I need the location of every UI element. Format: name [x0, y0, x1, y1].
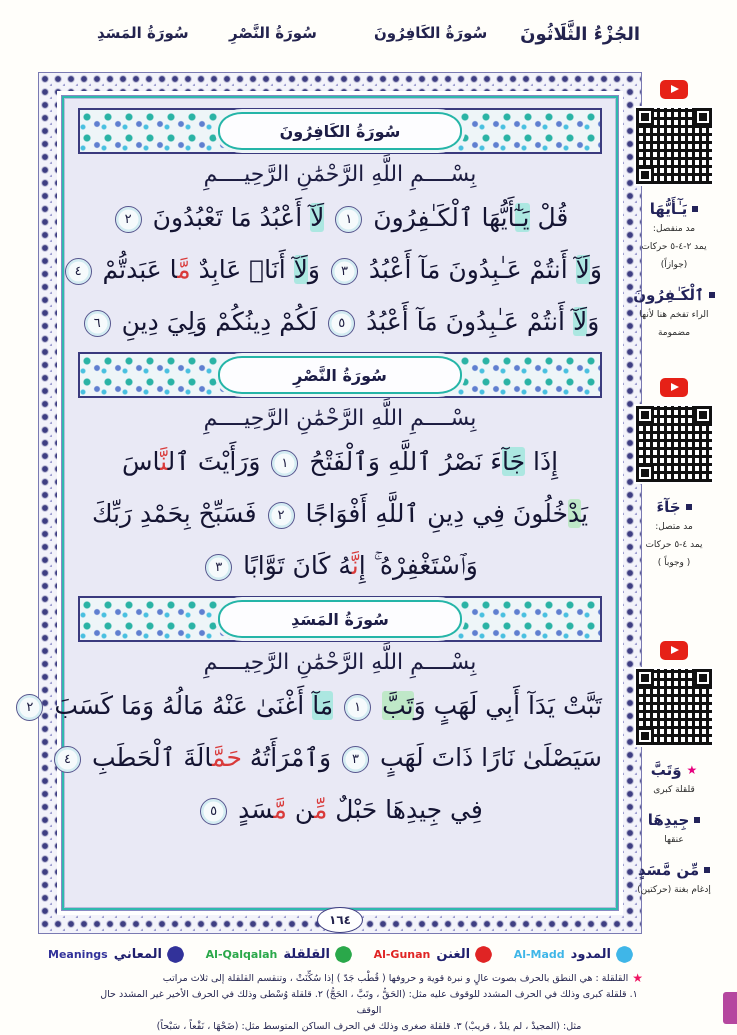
bookmark-tab[interactable]	[723, 992, 737, 1024]
quran-text-segment: سَيَصْلَىٰ نَارًا ذَاتَ لَهَبٍ	[372, 743, 602, 772]
star-icon: ★	[632, 971, 643, 985]
ayah-marker: ٣	[331, 258, 358, 285]
note-word: جَآءَ	[656, 498, 681, 516]
quran-line	[78, 488, 602, 540]
square-bullet-icon	[692, 206, 698, 212]
basmala-kafirun: بِسْــــمِ اللَّهِ الرَّحْمَٰنِ الرَّحِيــــمِ	[203, 162, 477, 187]
legend-label-ar: القلقلة	[283, 946, 330, 962]
quran-text-segment: أَنتُمْ عَـٰبِدُونَ مَآ أَعْبُدُ	[358, 307, 573, 336]
qr-code[interactable]	[636, 406, 712, 482]
page-number: ١٦٤	[317, 907, 363, 933]
quran-text-segment: أَنَا۠ عَابِدٌ	[190, 255, 294, 284]
note-word: ٱلْكَـٰفِرُونَ	[633, 286, 704, 304]
quran-text-segment	[333, 691, 341, 720]
flower-icon	[168, 947, 183, 962]
quran-text-segment: أَعْبُدُ مَا تَعْبُدُونَ	[144, 203, 311, 232]
quran-text-segment: وَرَأَيْتَ ٱل	[167, 447, 269, 476]
header-surah-nasr: سُورَةُ النَّصْرِ	[229, 24, 317, 42]
note-word: مِّن مَّسَدٍ	[637, 861, 700, 879]
quran-text-segment: وَ	[307, 255, 328, 284]
ayah-marker: ٢	[16, 694, 43, 721]
header-surah-kafirun: سُورَةُ الكَافِرُونَ	[374, 24, 488, 42]
quran-text-segment: تَبَّتْ يَدَآ أَبِي لَهَبٍ وَ	[413, 691, 602, 720]
quran-text-segment: مِّ	[313, 795, 328, 824]
quran-line	[74, 244, 602, 296]
ayah-marker: ٣	[205, 554, 232, 581]
surah-title-masad: سُورَةُ المَسَدِ	[218, 600, 461, 638]
quran-line	[78, 296, 602, 348]
note-word: وَتَبَّ	[650, 761, 682, 779]
qr-code[interactable]	[636, 108, 712, 184]
ayah-marker: ٤	[54, 746, 81, 773]
quran-text-segment: مَّ	[177, 255, 191, 284]
ayah-marker: ٢	[115, 206, 142, 233]
ayah-marker: ١	[271, 450, 298, 477]
note-description: مد متصل:	[655, 522, 693, 532]
tajweed-note	[618, 761, 730, 797]
note-word: جِيدِهَا	[647, 811, 690, 829]
legend-label-en: Al-Madd	[513, 947, 565, 961]
basmala-masad: بِسْــــمِ اللَّهِ الرَّحْمَٰنِ الرَّحِيــــمِ	[203, 650, 477, 675]
quran-text-segment: نَّ	[160, 447, 168, 476]
quran-lines-nasr	[78, 436, 602, 592]
note-description: مضمومة	[657, 328, 691, 338]
note-description: مد منفصل:	[652, 224, 696, 234]
quran-text-segment: لَكُمْ دِينُكُمْ وَلِيَ دِينِ	[113, 307, 326, 336]
tajweed-note	[618, 811, 730, 847]
square-bullet-icon	[709, 292, 715, 298]
note-description: يمد ٤-٥ حركات	[645, 540, 703, 550]
qalqalah-footnote	[95, 970, 643, 1035]
quran-text-segment	[324, 203, 332, 232]
surah-title-nasr: سُورَةُ النَّصْرِ	[218, 356, 461, 394]
header-surah-masad: سُورَةُ المَسَدِ	[97, 24, 189, 42]
quran-text-segment: لَآ	[293, 255, 308, 284]
quran-text-segment: يَ	[581, 499, 589, 528]
quran-text-segment: سَدٍ	[230, 795, 274, 824]
quran-text-segment: ءَ نَصْرُ ٱللَّهِ وَٱلْفَتْحُ	[301, 447, 502, 476]
legend-item	[48, 947, 183, 962]
youtube-icon[interactable]	[660, 378, 688, 397]
quran-text-segment: وَٱمْرَأَتُهُ	[241, 743, 340, 772]
flower-icon	[336, 947, 351, 962]
legend-label-en: Meanings	[48, 947, 108, 961]
quran-text-segment: جَآ	[501, 447, 526, 476]
quran-text-segment: إِذَا	[525, 447, 559, 476]
flower-icon	[476, 947, 491, 962]
quran-text-segment	[374, 691, 382, 720]
ayah-marker: ٢	[268, 502, 295, 529]
square-bullet-icon	[704, 867, 710, 873]
qr-code[interactable]	[636, 669, 712, 745]
ayah-marker: ٥	[200, 798, 227, 825]
quran-text-segment: أَغْنَىٰ عَنْهُ مَالُهُ وَمَا كَسَبَ	[46, 691, 313, 720]
basmala-nasr: بِسْــــمِ اللَّهِ الرَّحْمَٰنِ الرَّحِيــــمِ	[203, 406, 477, 431]
legend-label-ar: المعاني	[113, 946, 163, 962]
surah-header-band-masad	[78, 596, 602, 642]
quran-line	[78, 540, 602, 592]
footnote-line: ★القلقلة : هي النطق بالحرف بصوت عالٍ و نبرة قوية و حروفها ( قُطْب جَدّ ) إذا سُكِّنَتْ ، وتنقسم القلقلة إلى ثلاث مراتب	[162, 971, 643, 985]
sidebar-section-kafirun	[618, 80, 730, 354]
ayah-marker: ٦	[84, 310, 111, 337]
youtube-icon[interactable]	[660, 80, 688, 99]
quran-text-segment: لَآ	[310, 203, 325, 232]
quran-text-segment: وَٱسْتَغْفِرْهُ ۚ إِ	[358, 551, 478, 580]
quran-text-segment: حَمَّ	[212, 743, 242, 772]
tajweed-note	[618, 200, 730, 272]
quran-line	[64, 732, 602, 784]
legend-label-en: Al-Gunan	[373, 947, 431, 961]
ayah-marker: ١	[344, 694, 371, 721]
sidebar-section-nasr	[618, 378, 730, 584]
ayah-marker: ٥	[328, 310, 355, 337]
tajweed-legend	[40, 941, 640, 967]
quran-text-segment: لَآ	[575, 255, 590, 284]
square-bullet-icon	[686, 504, 692, 510]
quran-text-segment: اسَ	[121, 447, 161, 476]
note-description: قلقلة كبرى	[653, 785, 695, 795]
ayah-marker: ٣	[342, 746, 369, 773]
note-description: عنقها	[664, 835, 684, 845]
legend-item	[374, 947, 491, 962]
mushaf-page-frame	[26, 72, 642, 934]
footnote-line: ١. قلقلة كبرى وذلك في الحرف المشدد للوقوف عليه مثل: (الحَقُّ ، وتَبَّ ، الحَجُّ) ٢. قلقلة وُسْطى وذلك في الحرف الأخير غير المشدد حال الوقف	[100, 989, 638, 1016]
tajweed-note	[618, 498, 730, 570]
quran-line	[78, 784, 602, 836]
quran-text-segment: نَّ	[351, 551, 359, 580]
youtube-icon[interactable]	[660, 641, 688, 660]
quran-line	[78, 436, 602, 488]
ayah-marker: ٤	[65, 258, 92, 285]
quran-text-segment: مَّ	[273, 795, 287, 824]
quran-text-segment: هُ كَانَ تَوَّابًا	[235, 551, 352, 580]
note-description: يمد ٢-٤-٥ حركات	[641, 242, 707, 252]
quran-text-segment: ن	[286, 795, 314, 824]
quran-line	[78, 192, 602, 244]
quran-text-segment: أَيُّهَا ٱلْكَـٰفِرُونَ	[365, 203, 516, 232]
juz-title: الجُزْءُ الثَّلَاثُونَ	[520, 24, 640, 45]
tajweed-note	[618, 861, 730, 897]
footnote-line: مثل: (المجيدْ ، لم يلدْ ، قريبْ) ٣. قلقلة صغرى وذلك في الحرف الساكن المتوسط مثل: (ضَحْهَا ، نَقْعاً ، سَبْحاً)	[156, 1021, 582, 1032]
square-bullet-icon	[694, 817, 700, 823]
quran-text-segment: فِي جِيدِهَا حَبْلٌ	[327, 795, 483, 824]
surah-header-band-nasr	[78, 352, 602, 398]
quran-text-segment: وَ	[589, 255, 602, 284]
quran-lines-kafirun	[74, 192, 602, 348]
quran-text-segment: فَسَبِّحْ بِحَمْدِ رَبِّكَ	[91, 499, 265, 528]
quran-text-segment: وَ	[587, 307, 600, 336]
surah-title-kafirun: سُورَةُ الكَافِرُونَ	[218, 112, 461, 150]
quran-text-segment: أَنتُمْ عَـٰبِدُونَ مَآ أَعْبُدُ	[360, 255, 576, 284]
note-description: ( وجوباً )	[657, 558, 691, 568]
quran-text-segment: خُلُونَ فِي دِينِ ٱللَّهِ أَفْوَاجًا	[297, 499, 568, 528]
legend-label-en: Al-Qalqalah	[205, 947, 278, 961]
note-description: (جوازاً)	[660, 260, 688, 270]
quran-line	[26, 680, 602, 732]
quran-text-segment: لَآ	[572, 307, 588, 336]
star-bullet-icon: ★	[686, 763, 698, 777]
sidebar-section-masad	[618, 641, 730, 911]
note-description: إدغام بغنة (حركتين)	[637, 885, 711, 895]
legend-item	[514, 947, 632, 962]
legend-label-ar: المدود	[570, 946, 611, 962]
quran-text-segment: تَبَّ	[382, 691, 414, 720]
quran-text-segment: الَةَ ٱلْحَطَبِ	[84, 743, 212, 772]
note-description: الراء تفخم هنا لأنها	[639, 310, 709, 320]
legend-item	[206, 947, 351, 962]
legend-label-ar: الغنن	[436, 946, 471, 962]
note-word: يَـٰٓأَيُّهَا	[649, 200, 688, 218]
ayah-marker: ١	[335, 206, 362, 233]
quran-text-segment: يَـٰٓ	[515, 203, 530, 232]
surah-header-band-kafirun	[78, 108, 602, 154]
quran-text-segment: دْ	[567, 499, 582, 528]
tajweed-note	[618, 286, 730, 340]
quran-lines-masad	[26, 680, 602, 836]
quran-text-segment: قُلْ	[529, 203, 569, 232]
quran-text-segment: مَآ	[312, 691, 334, 720]
flower-icon	[617, 947, 632, 962]
quran-text-segment: ا عَبَدتُّمْ	[94, 255, 178, 284]
